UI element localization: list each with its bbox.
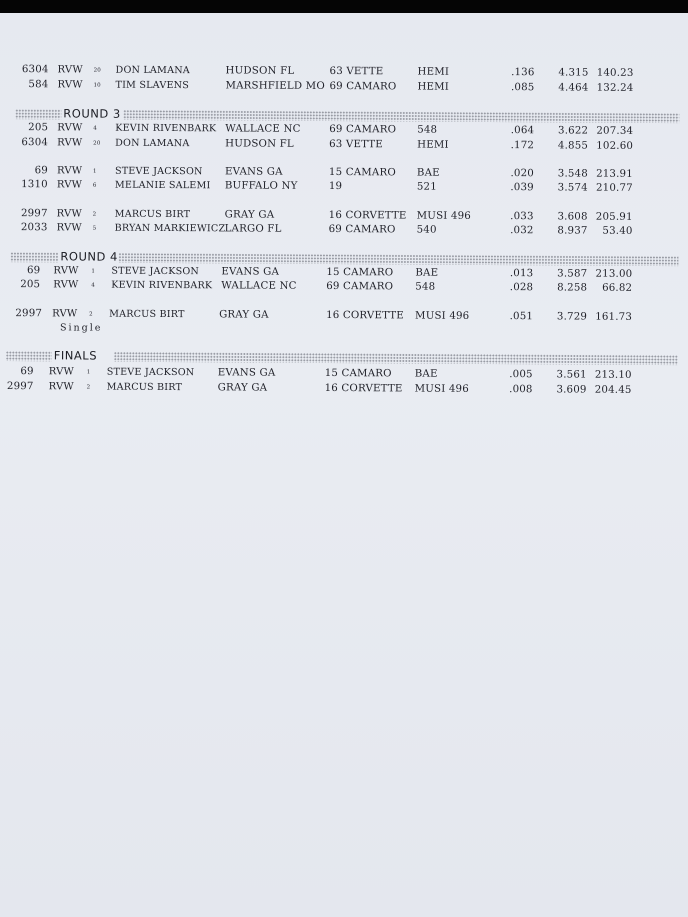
reaction-time: .051 [509, 311, 534, 323]
lane: 5 [92, 225, 97, 232]
table-row [0, 381, 686, 399]
elapsed-time: 8.937 [557, 225, 588, 237]
engine: 548 [415, 281, 436, 293]
engine: HEMI [417, 66, 450, 78]
table-row [0, 179, 687, 197]
car-number: 584 [28, 79, 49, 91]
reaction-time: .013 [509, 268, 534, 280]
driver-name: DON LAMANA [115, 137, 190, 150]
driver-name: STEVE JACKSON [106, 366, 195, 379]
elapsed-time: 3.587 [557, 268, 588, 280]
single-run-note-row [0, 322, 686, 340]
elapsed-time: 3.729 [556, 311, 588, 323]
car: 69 CAMARO [329, 81, 397, 93]
hometown: EVANS GA [217, 367, 276, 379]
car: 16 CORVETTE [326, 309, 404, 322]
lane: 1 [91, 268, 96, 275]
section-title: ROUND 4 [60, 249, 118, 264]
speed-mph: 207.34 [596, 125, 634, 137]
elapsed-time: 8.258 [557, 282, 588, 294]
lane: 4 [91, 282, 95, 289]
elapsed-time: 4.855 [557, 140, 589, 152]
car-number: 69 [20, 366, 34, 378]
speed-mph: 213.91 [596, 168, 633, 180]
dotted-rule [118, 253, 678, 266]
car: 69 CAMARO [328, 224, 396, 236]
class: RVW [56, 222, 82, 234]
speed-mph: 204.45 [594, 384, 632, 396]
reaction-time: .033 [510, 211, 534, 223]
table-row [0, 79, 688, 97]
class: RVW [56, 179, 83, 191]
reaction-time: .136 [511, 67, 535, 79]
elapsed-time: 3.608 [557, 211, 588, 223]
dotted-rule [15, 109, 61, 119]
driver-name: STEVE JACKSON [111, 265, 200, 278]
car: 15 CAMARO [326, 266, 394, 279]
engine: BAE [416, 167, 440, 179]
car-number: 205 [28, 122, 49, 134]
engine: BAE [415, 267, 439, 279]
lane: 20 [93, 67, 101, 74]
reaction-time: .085 [510, 82, 535, 94]
table-row [0, 137, 687, 155]
lane: 4 [93, 125, 97, 132]
car: 63 VETTE [329, 66, 384, 78]
class: RVW [53, 279, 79, 291]
lane: 1 [92, 168, 97, 175]
driver-name: MARCUS BIRT [114, 208, 191, 221]
driver-name: STEVE JACKSON [114, 165, 203, 178]
reaction-time: .032 [510, 225, 534, 237]
driver-name: DON LAMANA [115, 64, 190, 77]
elapsed-time: 4.315 [558, 67, 589, 79]
driver-name: KEVIN RIVENBARK [115, 122, 217, 135]
reaction-time: .172 [510, 140, 535, 152]
class: RVW [57, 137, 83, 149]
hometown: GRAY GA [217, 382, 268, 394]
car: 16 CORVETTE [324, 382, 403, 395]
hometown: HUDSON FL [225, 138, 294, 150]
hometown: GRAY GA [219, 309, 269, 321]
car: 63 VETTE [329, 139, 383, 151]
hometown: EVANS GA [224, 166, 283, 178]
reaction-time: .008 [509, 384, 533, 396]
class: RVW [56, 165, 83, 177]
car-number: 205 [20, 279, 41, 291]
car: 69 CAMARO [329, 124, 397, 136]
elapsed-time: 3.574 [557, 182, 588, 194]
engine: HEMI [417, 81, 450, 93]
section-header-finals [0, 350, 686, 367]
dotted-rule [10, 252, 58, 262]
class: RVW [53, 265, 79, 277]
lane: 10 [93, 82, 101, 89]
lane: 2 [89, 311, 93, 318]
engine: MUSI 496 [414, 383, 469, 395]
dotted-rule [6, 351, 52, 361]
class: RVW [57, 79, 83, 91]
reaction-time: .020 [510, 168, 534, 180]
hometown: GRAY GA [224, 209, 275, 221]
engine: MUSI 496 [416, 210, 472, 222]
speed-mph: 205.91 [595, 211, 633, 223]
section-title: FINALS [53, 348, 98, 363]
car-number: 6304 [21, 137, 49, 149]
speed-mph: 213.10 [594, 369, 632, 381]
car-number: 2033 [20, 222, 48, 234]
section-title: ROUND 3 [63, 106, 121, 121]
driver-name: MARCUS BIRT [109, 308, 185, 321]
car-number: 2997 [20, 208, 48, 220]
class: RVW [48, 366, 75, 378]
class: RVW [57, 122, 83, 134]
car-number: 1310 [21, 179, 48, 191]
speed-mph: 102.60 [596, 140, 634, 152]
table-row [0, 279, 686, 297]
driver-name: KEVIN RIVENBARK [111, 279, 213, 292]
car: 15 CAMARO [324, 367, 392, 380]
reaction-time: .064 [510, 125, 535, 137]
hometown: MARSHFIELD MO [225, 80, 325, 92]
engine: MUSI 496 [415, 310, 470, 322]
class: RVW [57, 64, 83, 76]
reaction-time: .039 [510, 182, 534, 194]
car: 69 CAMARO [326, 280, 394, 293]
lane: 2 [86, 384, 91, 391]
car: 16 CORVETTE [328, 210, 407, 222]
engine: 521 [416, 181, 437, 193]
engine: 540 [416, 224, 437, 236]
elapsed-time: 3.622 [558, 125, 589, 137]
car-number: 2997 [6, 381, 34, 393]
driver-name: BRYAN MARKIEWICZ [114, 222, 226, 235]
engine: HEMI [417, 139, 449, 151]
speed-mph: 210.77 [595, 182, 633, 194]
car-number: 69 [34, 165, 48, 177]
driver-name: MARCUS BIRT [106, 381, 183, 394]
speed-mph: 53.40 [602, 225, 633, 237]
single-run-note: Single [59, 322, 103, 334]
speed-mph: 140.23 [596, 67, 634, 79]
dotted-rule [114, 352, 678, 365]
class: RVW [48, 381, 74, 393]
hometown: EVANS GA [221, 266, 280, 278]
lane: 20 [93, 140, 101, 147]
lane: 2 [92, 211, 97, 218]
reaction-time: .028 [509, 282, 534, 294]
class: RVW [56, 208, 83, 220]
speed-mph: 66.82 [602, 282, 633, 294]
dotted-rule [123, 110, 679, 123]
hometown: WALLACE NC [225, 123, 301, 135]
car-number: 69 [26, 265, 41, 277]
engine: BAE [414, 368, 438, 380]
car-number: 2997 [15, 308, 43, 320]
engine: 548 [417, 124, 438, 136]
lane: 1 [86, 369, 91, 376]
lane: 6 [92, 182, 97, 189]
class: RVW [52, 308, 78, 320]
hometown: HUDSON FL [225, 65, 295, 77]
car-number: 6304 [21, 64, 49, 76]
car: 15 CAMARO [328, 167, 396, 179]
table-row [0, 222, 687, 240]
elapsed-time: 4.464 [558, 82, 589, 94]
hometown: LARGO FL [224, 223, 282, 235]
hometown: WALLACE NC [221, 280, 297, 292]
elapsed-time: 3.609 [556, 384, 587, 396]
driver-name: TIM SLAVENS [115, 79, 190, 92]
elapsed-time: 3.561 [556, 369, 587, 381]
speed-mph: 213.00 [595, 268, 633, 280]
speed-mph: 161.73 [595, 311, 633, 323]
speed-mph: 132.24 [596, 82, 634, 94]
elapsed-time: 3.548 [557, 168, 588, 180]
hometown: BUFFALO NY [224, 180, 298, 192]
car: 19 [328, 181, 343, 193]
driver-name: MELANIE SALEMI [114, 179, 211, 192]
reaction-time: .005 [509, 369, 533, 381]
